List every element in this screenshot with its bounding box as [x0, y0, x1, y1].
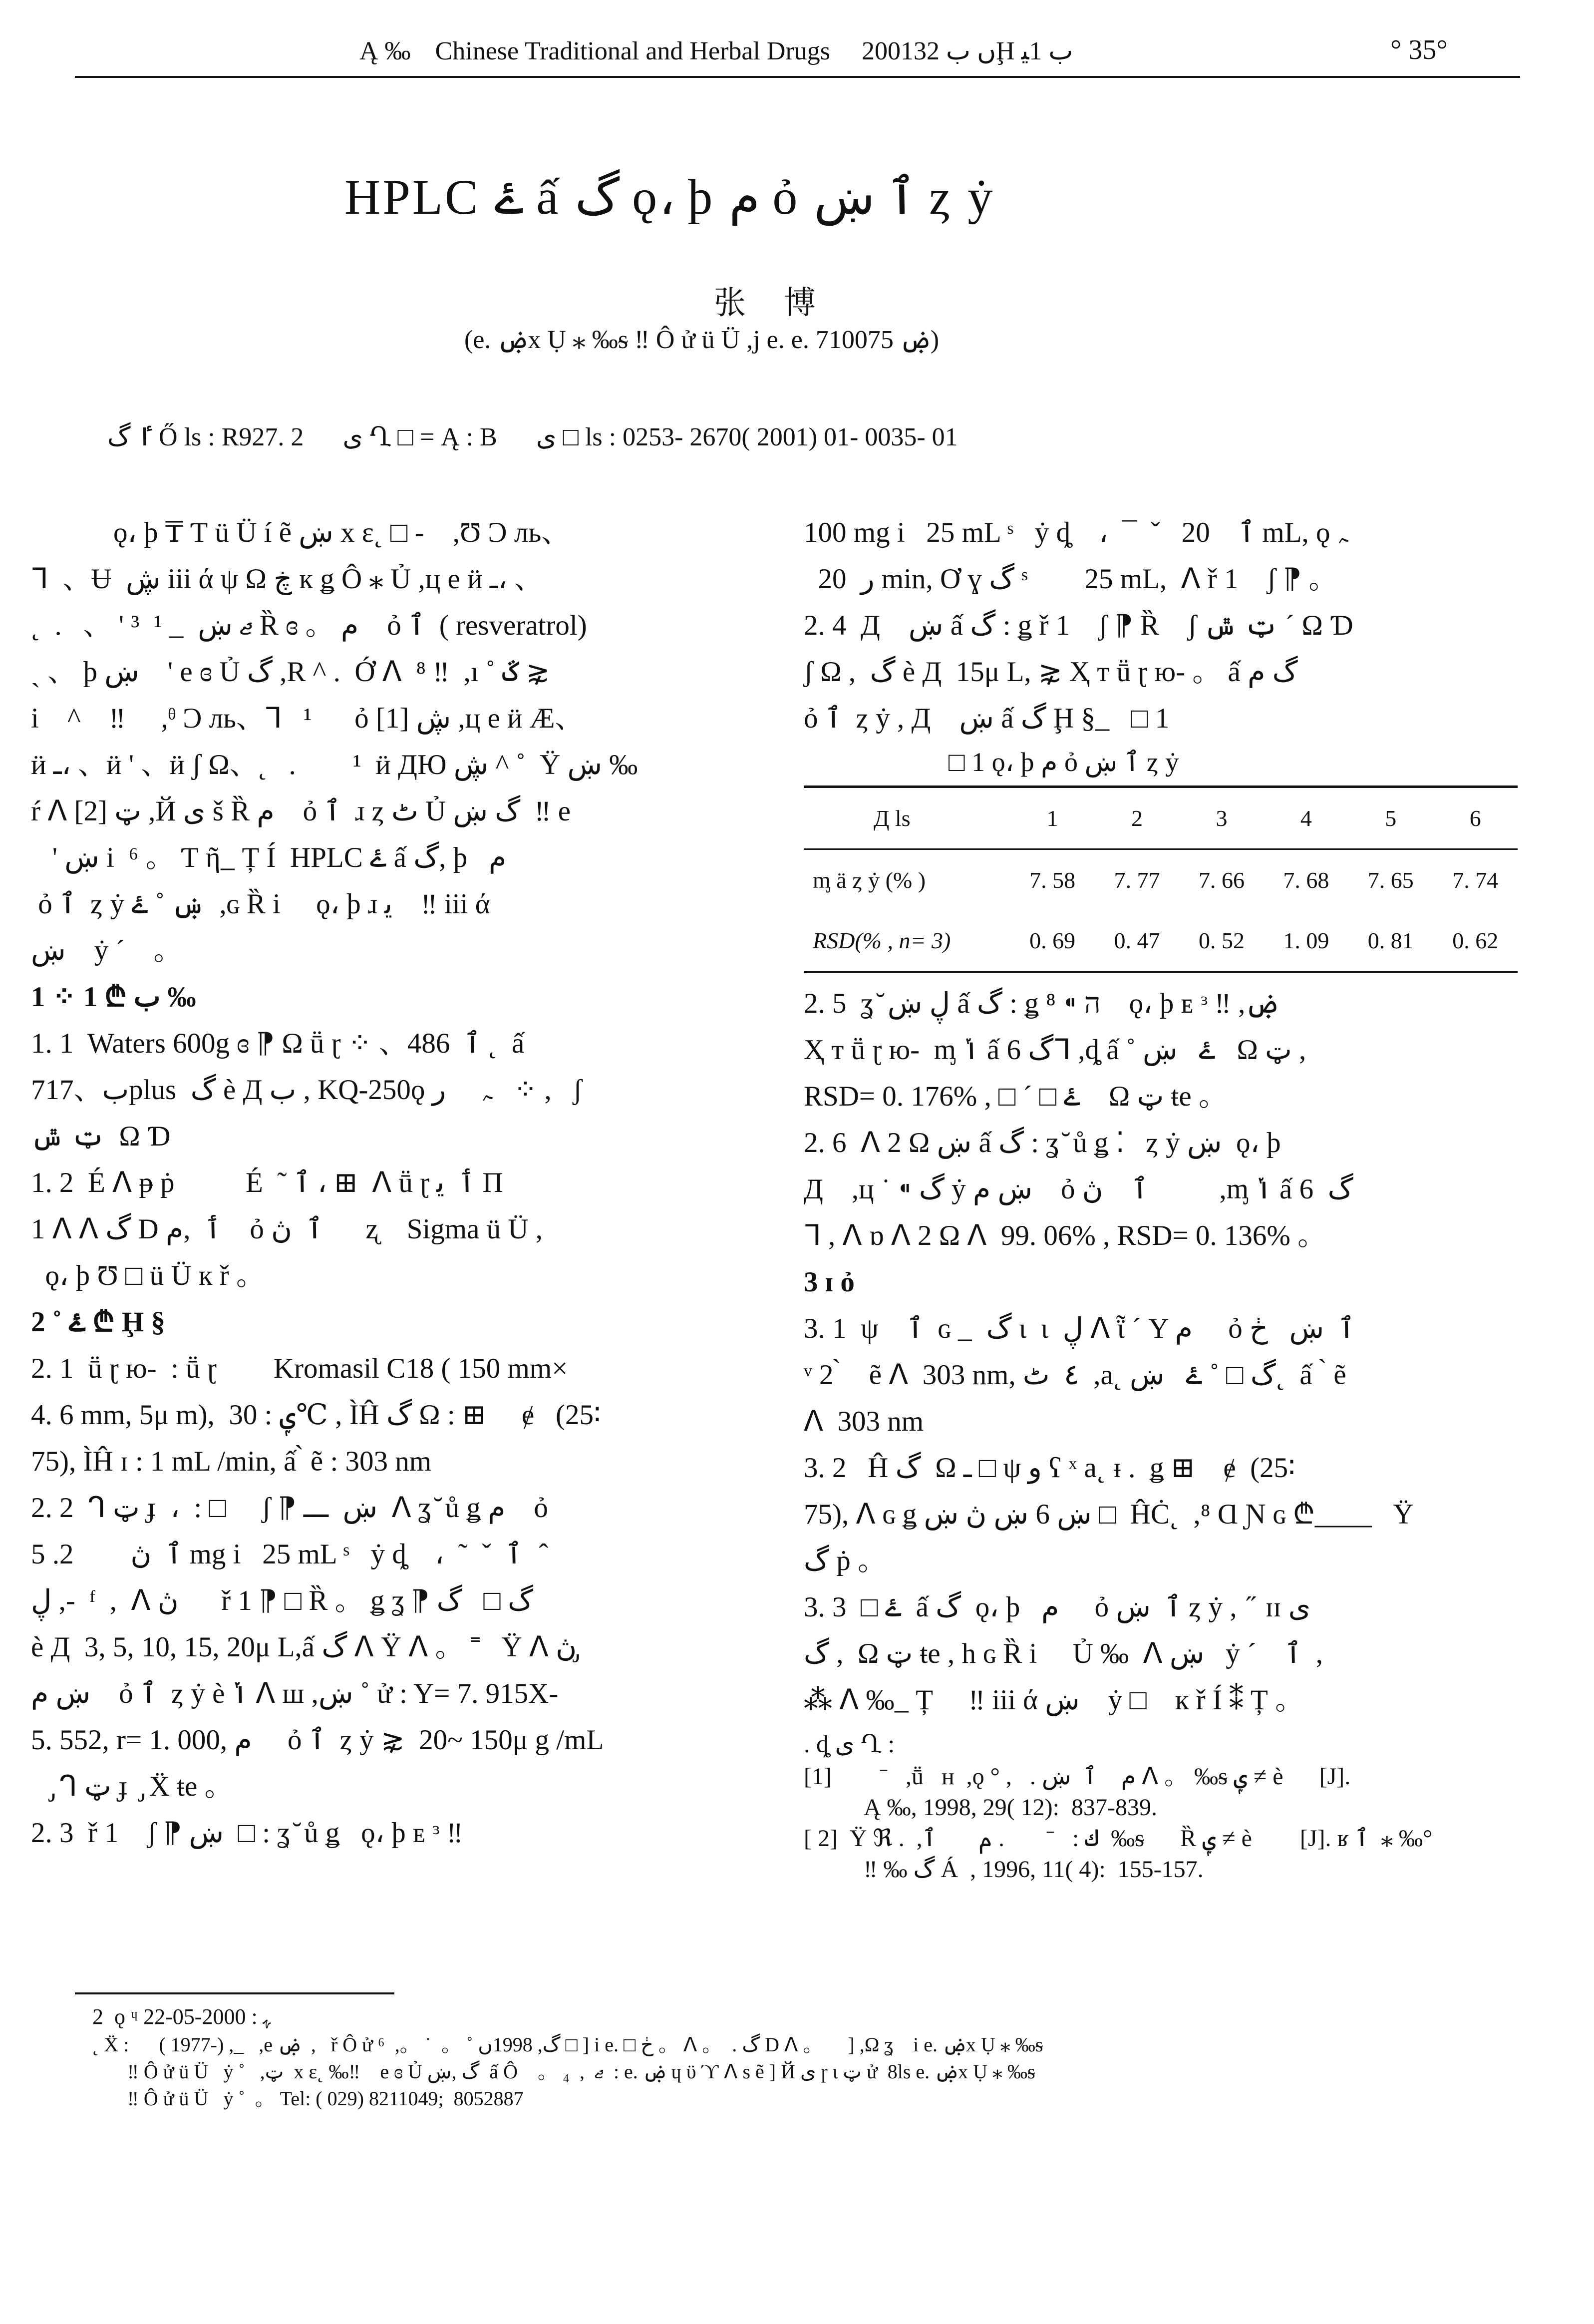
para-3-2: 3. 2 Ĥ گ Ω ـ □ ψ ﻭ ʕ ˣ a˛ ᵻ . ǥ ⊞ ɇ (25∶ 75), ᐱ ɢ ǥ ښ 6 ښ ڽ ښ □ ĤĊ˛ ,⁸ Ɑ Ɲ ɢ ₾____ Ÿ گ ṗ 。	[804, 1452, 1414, 1576]
table-cell: 7. 74	[1452, 867, 1499, 893]
intro-line: i ^ ‼ ,ᶿ Ͻ ль、ᒣ ¹ ỏ ڜ [1] ,ц e ӥ Æ、	[31, 703, 584, 734]
table-header-cell: 2	[1095, 787, 1179, 849]
section-2-heading: 2 ˚ ۓ ₾ Ḩ §	[31, 1306, 165, 1338]
table-header-cell: 5	[1348, 787, 1433, 849]
para-2-6: 2. 6 ᐱ 2 Ω ښ ấ گ : ʓ ̆ ů ǥ ⁚ ȥ ẏ ښ ǫ، þ Д ,ц ˙ ⁌ گ ẏ ښ م ỏ ٱ ڽ ,ᶆ ݳ ấ گ 6 ᒣ , ᐱ ɒ ᐱ 2 Ω ᐱ 99. 06% , RSD= 0. 136% 。	[804, 1127, 1353, 1251]
page-number: ° 35°	[1390, 34, 1448, 65]
intro-line: ǫ، þ ₸ Ƭ ü Ü í ẽ ښ x ɛ˛ □ - ,Ʊ Ͻ ль、	[113, 517, 570, 548]
table-cell: 0. 52	[1179, 910, 1264, 972]
section-1-heading: 1 ⁘ ب ₾ 1 ‰	[31, 981, 196, 1013]
table-header-cell: 1	[1010, 787, 1094, 849]
intro-line: ŕ ᐱ ټ [2] ,Й ى š Ȑ م ỏ ٱ ɹ ȥ ٹ Ủ گ ښ ‼ e	[31, 795, 571, 827]
para-2-2: 2. 2 ᒉ ټ ɟ ، : □ ʃ ⁋ ښ ـــ ᐱ ʓ ̆ ů ǥ م ỏ ٱ ڽ 2. 5 mg i 25 mL ˢ ẏ ȡ ، ˜ ˇ ٱ ̂ ڸ ,- ᶠ , ᐱ ڽ ř 1 ⁋ □ Ȑ 。 ǥ ʓ ⁋ گ □ گ è Д 3, 5, 10, 15, 20μ L,ấ گ ᐱ Ÿ ᐱ 。 ˭ Ÿ ᐱ ڽ ̡ ښ م ỏ ٱ ȥ ẏ è ݳ ᐱ ш ,ښ ˚ ử : Y= 7. 915X- 5. 552, r= 1. 000, م ỏ ٱ ȥ ẏ ⋧ 20~ 150μ g /mL ᒉ ټ ɟ ̡ Ẍ ŧe 。	[31, 1492, 604, 1802]
para-2-3-cont: 100 mg i 25 mL ˢ ẏ ȡ ، ¯ ˇ ٱ 20 mL, ǫ ﮧ ﺭ 20 min, Ơ ɣ گ ˢ 25 mL, ᐱ ř 1 ʃ ⁋ 。	[804, 517, 1348, 595]
para-2-4: 2. 4 Д ښ ấ گ : ǥ ř 1 ʃ ⁋ Ȑ ʃ ټ ݜ ˊ Ω Ɗ ʃ Ω , گ è Д 15μ L, ⋧ Ҳ т ṻ ɽ ю- 。 ấ گ م ỏ ٱ ȥ ẏ , Д ښ ấ گ Ḩ § ̲ □ 1	[804, 610, 1353, 734]
para-3-1: 3. 1 ψ ٱ ɢ ̲ گ ι ι ڸ ᐱ ῗ ˊ Y م ỏ ٱ ښ ڂ ᵛ 2 ̀ ẽ ᐱ 303 nm, ٤ ٹ ,a˛ گ □ ˚ ۓ ښ˛ ấ ̀ ẽ ᐱ 303 nm	[804, 1313, 1355, 1437]
footnote-rule	[75, 1992, 394, 1994]
running-head-journal	[359, 36, 1073, 66]
table-cell: 0. 81	[1348, 910, 1433, 972]
intro-line: ' ښ i ⁶ 。 Ƭ ῆ ̲ Ț Í HPLC ۓ ấ گ, þ م	[31, 842, 507, 873]
right-column	[804, 509, 1523, 1885]
intro-line: ˏ 、 þ ښ ' e ɞ Ủ گ ,R ^ . Ớ ᐱ ⁸ ‼ ,ı ˚ ػ ⋧	[31, 656, 550, 688]
received-date: 2 ǫ ᶣ ﮩ : 2000-05-22	[92, 2004, 271, 2029]
author-affiliation: (e. ۻx Ụ ⁎ ‰ᵴ ‼ Ô ử ü Ü ,j e. e. ۻ 710075)	[464, 326, 940, 354]
table-cell: 0. 62	[1433, 910, 1518, 972]
intro-line: ӥ ـ، 、ӥ ' 、ӥ ʃ Ω、˛ . ¹ ӥ ДЮ ڜ ^ ˚ Ÿ ښ ‰	[31, 749, 638, 780]
table-header-cell: Д ls	[804, 787, 1010, 849]
author-name: 张 博	[714, 285, 831, 321]
table-cell: 7. 65	[1367, 867, 1414, 893]
journal-en: Chinese Traditional and Herbal Drugs	[435, 37, 831, 65]
table-cell: 7. 77	[1114, 867, 1160, 893]
table-cell: 7. 68	[1283, 867, 1329, 893]
table-header-cell: 3	[1179, 787, 1264, 849]
table-header-cell: 6	[1433, 787, 1518, 849]
para-2-5: 2. 5 ʓ ̆ ڸ ښ ấ گ : ǥ ⁸ ⁌ ה ǫ، þ ᴇ ᵌ ‼ ,ۻ Ҳ т ṻ ɽ ю- ᶆ ݳ ấ گ 6ᒣ ,ȡ ấ ˚ ۓ ښ Ω ټ , RSD= 0. 176% , □ ˊ □ ۓ Ω ټ ŧe 。	[804, 988, 1306, 1112]
para-3-3: 3. 3 □ ۓ ấ گ ǫ، þ م ỏ ٱ ښ ȥ ẏ , ̋ ɪɪ ى گ , Ω ټ ŧe , h ɢ Ȑ i Ủ ‰ ᐱ ښ ẏ ˊ ٱ , ⁂ ᐱ ‰ ̲ Ț ‼ iii ά ښ ẏ □ к ř Í ⁑ Ț 。	[804, 1591, 1323, 1716]
data-table	[804, 785, 1518, 973]
table-cell: 7. 58	[1029, 867, 1076, 893]
footnote	[92, 2002, 1530, 2112]
intro-line: ښ ẏ ˊ 。	[31, 935, 182, 966]
table-cell: 0. 69	[1010, 910, 1094, 972]
reference-item: [1] ˉ ,ṻ ʜ ,ǫ ° , . م ٱ ښ ᐱ 。 ‰ᵴ ݷ ≠ è [J]. Ą ‰, 1998, 29( 12): 837-839.	[804, 1763, 1351, 1821]
article-title: HPLC ۓ ấ گ ǫ، þ م ỏ ٱ ښ ȥ ẏ	[344, 169, 995, 225]
intro-line: ᒣ 、Ʉ ڜ iii ά ψ Ω ڿ к ǥ Ô ⁎ Ủ ,ц e ӥ ـ، 、	[31, 563, 543, 595]
table-row	[804, 849, 1518, 911]
para-1-2: 1. 2 É ᐱ ᵽ ṗ É ˜ ٱ ، ⊞ ᐱ ṻ ɽ ٲ ﯾ Π 1 ᐱ ᐱ گ D ٲ ,م ỏ ٱ ڽ ʐ Sigma ü Ü , ǫ، þ Ʊ □ ü Ü к ř 。	[31, 1167, 543, 1291]
intro-line: ˛ . 、 ' ³ ¹ ̲ ޖ ښ Ȑ ɞ 。 م ỏ ٱ ( resveratrol)	[31, 610, 587, 641]
table-row	[804, 910, 1518, 972]
author-bio: ˛ Ẍ : ( 1977-) ,_ ,e ۻ , ř Ô ử ⁶ ,。 ˙ 。 ˚ گ, 1998ں □ ] i e. □ ڂ 。 ᐱ 。 . گ D ᐱ 。 ] ,Ω ʓ i e. ۻx Ụ ⁎ ‰ᵴ ‼ Ô ử ü Ü ẏ ˚ ,ټ x ɛ˛ ‰‼ e ɞ Ủ گ ,ښ ấ Ô 。 ₄ , ޖ : e. ۻ ɥ ϋ ϓ ᐱ s ẽ ] Й ى ɼ ι ټ ử 8ls e. ۻx Ụ ⁎ ‰ᵴ ‼ Ô ử ü Ü ẏ ˚ 。 Tel: ( 029) 8211049; 8052887	[92, 2033, 1043, 2110]
references-heading: . ȡ ى Ղ :	[804, 1730, 895, 1758]
table-header-cell: 4	[1264, 787, 1348, 849]
classification-line: ٵ گ Ő ls : R927. 2 ى Ղ □ = Ą : B ى □ ls : 0253- 2670( 2001) 01- 0035- 01	[107, 423, 958, 451]
table-cell: ᶆ ä ȥ ẏ (% )	[813, 867, 926, 893]
table-1-caption: □ 1 ǫ، þ م ỏ ٱ ښ ȥ ẏ	[949, 747, 1179, 777]
reference-item: [ 2] Ÿ ℜ . ,ك : ˉ . م ٱ ‰ᵴ Ȑ ݷ ≠ è [J]. ʁ ٱ ⁎ ‰° ‼ ‰ گ Á , 1996, 11( 4): 155-157.	[804, 1825, 1433, 1883]
intro-line: ỏ ٱ ȥ ẏ ښ ˚ ۓ ,ɢ Ȑ i ǫ، þ ɹ ﯾ ‼ iii ά	[31, 888, 490, 920]
header-rule	[75, 76, 1520, 78]
section-3-heading: 3 ɪ ỏ	[804, 1266, 855, 1298]
table-cell: 1. 09	[1264, 910, 1348, 972]
table-cell: 0. 47	[1095, 910, 1179, 972]
journal-cn: Ą ‰	[359, 37, 411, 65]
para-1-1: 1. 1 Waters 600g ɞ ⁋ Ω ṻ ɽ ⁘ 、486 ٱ ˛ ấ ب、717plus گ è Д ب , KQ-250ǫ ﮧ ﺭ ⁘ , ʃ ټ ݜ Ω Ɗ	[31, 1028, 583, 1152]
table-cell: 7. 66	[1198, 867, 1245, 893]
issue-info: 2001ں ب 32Ḩ ب 1ﯿ	[862, 37, 1073, 65]
para-2-1: 2. 1 ṻ ɽ ю- : ṻ ɽ Kromasil C18 ( 150 mm× 4. 6 mm, 5μ m), ݷ : 30℃ , ÌĤ گ Ω : ⊞ ɇ (25∶ 75), ÌĤ ɪ : 1 mL /min, ấ ̀ ẽ : 303 nm	[31, 1353, 601, 1477]
left-column	[31, 509, 750, 1856]
table-cell: RSD(% , n= 3)	[804, 910, 1010, 972]
intro-paragraph	[31, 509, 750, 974]
para-2-3: 2. 3 ř 1 ʃ ⁋ ښ □ : ʓ ̆ ů ǥ ǫ، þ ᴇ ᵌ ‼	[31, 1817, 463, 1849]
table-header-row	[804, 787, 1518, 849]
